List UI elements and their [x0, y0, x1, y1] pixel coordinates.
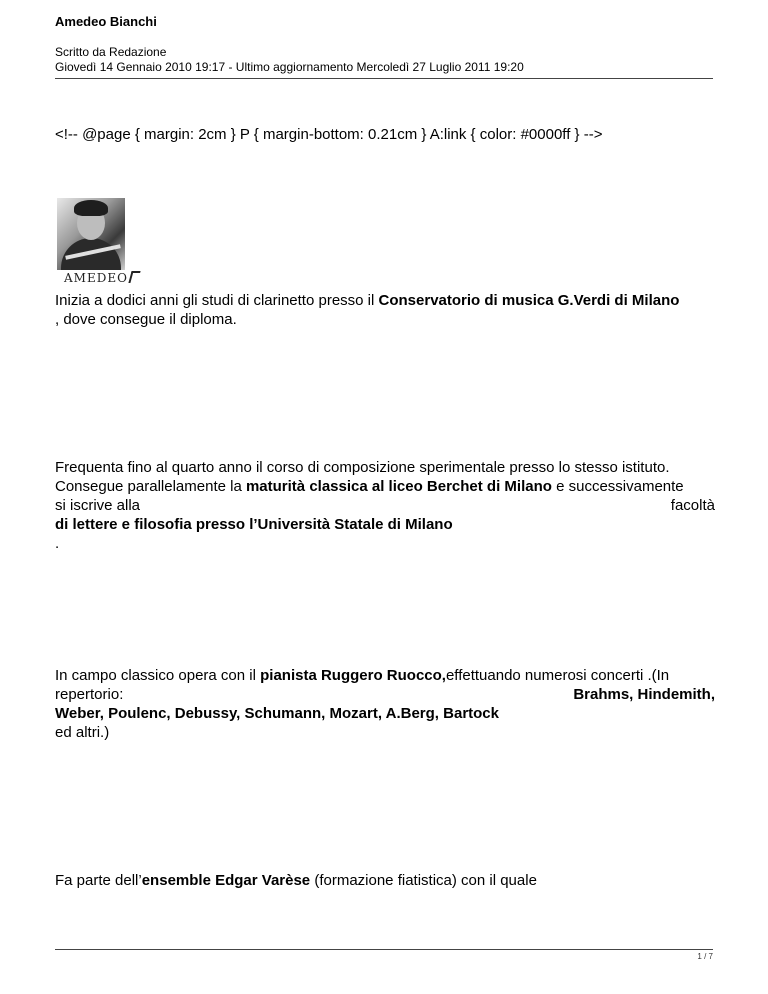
- bold-ensemble: ensemble Edgar Varèse: [141, 872, 311, 889]
- paragraph-classical: [55, 666, 715, 742]
- bold-university: di lettere e filosofia presso l’Università Statale di Milano: [55, 516, 453, 533]
- paragraph-line: Frequenta fino al quarto anno il corso di composizione sperimentale presso lo stesso istituto.: [55, 459, 670, 476]
- text-run: Fa parte dell’: [55, 872, 142, 889]
- signature-mark-icon: [128, 271, 140, 283]
- paragraph-line: .: [55, 535, 60, 552]
- text-run: (formazione fiatistica) con il quale: [310, 872, 537, 889]
- header-divider: [55, 78, 713, 79]
- signature-text: AMEDEO: [64, 271, 128, 285]
- text-run: repertorio:: [55, 686, 124, 703]
- text-run: In campo classico opera con il: [55, 667, 261, 684]
- text-run: facoltà: [670, 497, 715, 514]
- paragraph-line: [55, 477, 715, 496]
- bold-pianist: pianista Ruggero Ruocco,: [260, 667, 446, 684]
- paragraph-line: ed altri.): [55, 724, 110, 741]
- paragraph-line: [55, 666, 715, 685]
- text-run: Inizia a dodici anni gli studi di clarinetto presso il: [55, 292, 379, 309]
- text-run: si iscrive alla: [55, 497, 141, 514]
- paragraph-line: [55, 496, 715, 515]
- written-by: Scritto da Redazione: [55, 45, 167, 59]
- bold-composers-continued: Weber, Poulenc, Debussy, Schumann, Mozart, A.Berg, Bartock: [55, 705, 499, 722]
- paragraph-line: [55, 685, 715, 704]
- publish-dates: Giovedì 14 Gennaio 2010 19:17 - Ultimo aggiornamento Mercoledì 27 Luglio 2011 19:20: [55, 60, 524, 74]
- text-run: e successivamente: [551, 478, 684, 495]
- paragraph-line: , dove consegue il diploma.: [55, 311, 237, 328]
- paragraph-studies: [55, 291, 715, 329]
- portrait-photo: [57, 198, 125, 270]
- photo-hair-shape: [74, 200, 108, 216]
- bold-composers: Brahms, Hindemith,: [573, 686, 715, 703]
- text-run: effettuando numerosi concerti .(In: [445, 667, 670, 684]
- text-run: Consegue parallelamente la: [55, 478, 246, 495]
- footer-divider: [55, 949, 713, 950]
- bold-conservatorio: Conservatorio di musica G.Verdi di Milano: [378, 292, 680, 309]
- author-name: Amedeo Bianchi: [55, 14, 157, 29]
- signature-logo: [64, 271, 139, 287]
- paragraph-composition: [55, 458, 715, 553]
- bold-maturita: maturità classica al liceo Berchet di Milano: [245, 478, 552, 495]
- page-number: 1 / 7: [697, 952, 713, 961]
- paragraph-line: [55, 291, 715, 310]
- raw-comment-text: <!-- @page { margin: 2cm } P { margin-bottom: 0.21cm } A:link { color: #0000ff } -->: [55, 126, 603, 143]
- paragraph-ensemble: [55, 871, 715, 890]
